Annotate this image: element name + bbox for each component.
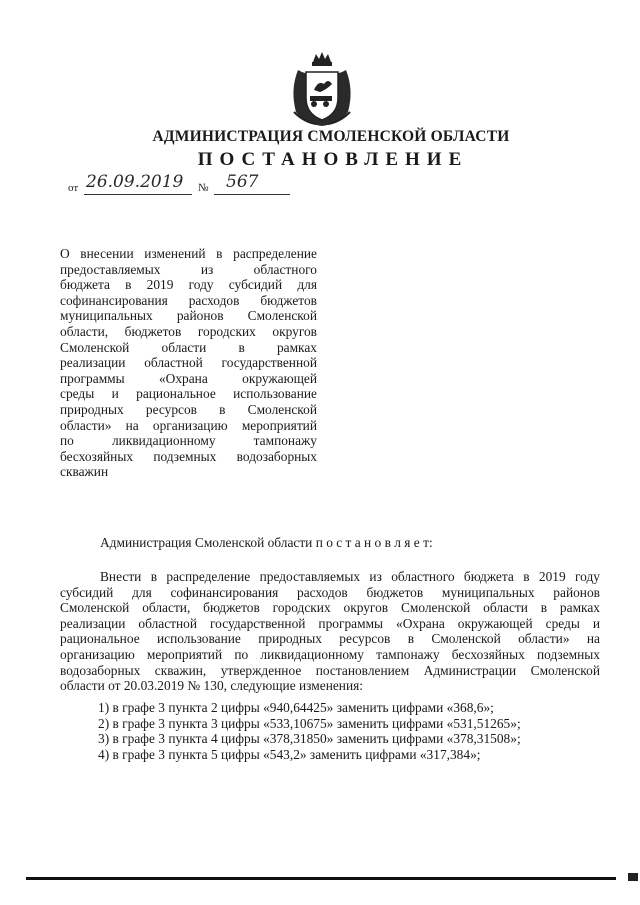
date-handwritten: 26.09.2019 bbox=[86, 172, 184, 192]
subject-line: реализации областной государственной bbox=[60, 355, 317, 371]
body-line: организацию мероприятий по ликвидационному тампонажу бесхозяйных подземных bbox=[60, 646, 600, 662]
body-line: Внести в распределение предоставляемых из областного бюджета в 2019 году bbox=[100, 569, 600, 584]
body-line: рациональное использование природных ресурсов в Смоленской области» на bbox=[60, 631, 600, 647]
list-item: 4) в графе 3 пункта 5 цифры «543,2» заменить цифрами «317,384»; bbox=[98, 746, 481, 762]
subject-line: О внесении изменений в распределение bbox=[60, 246, 317, 261]
number-handwritten: 567 bbox=[226, 172, 259, 192]
subject-line: области, бюджетов городских округов bbox=[60, 323, 317, 339]
date-underline bbox=[84, 194, 192, 195]
page-bottom-rule bbox=[26, 877, 616, 880]
coat-of-arms-icon bbox=[286, 50, 358, 128]
subject-line: бесхозяйных подземных водозаборных bbox=[60, 448, 317, 464]
organization-title: АДМИНИСТРАЦИЯ СМОЛЕНСКОЙ ОБЛАСТИ bbox=[152, 128, 510, 145]
subject-line: Смоленской области в рамках bbox=[60, 339, 317, 355]
changes-list bbox=[98, 700, 521, 762]
subject-line: программы «Охрана окружающей bbox=[60, 370, 317, 386]
document-type: ПОСТАНОВЛЕНИЕ bbox=[197, 149, 469, 170]
subject-line: по ликвидационному тампонажу bbox=[60, 433, 317, 449]
number-prefix: № bbox=[198, 182, 209, 194]
body-line: субсидий для софинансирования расходов бюджетов муниципальных районов bbox=[60, 584, 600, 600]
subject-line: предоставляемых из областного bbox=[60, 261, 317, 277]
number-underline bbox=[214, 194, 290, 195]
body-line: водозаборных скважин, утвержденное постановлением Администрации Смоленской bbox=[60, 662, 600, 678]
subject-line: скважин bbox=[60, 464, 109, 480]
subject-line: софинансирования расходов бюджетов bbox=[60, 292, 317, 308]
body-line: реализации областной государственной программы «Охрана окружающей среды и bbox=[60, 615, 600, 631]
subject-line: муниципальных районов Смоленской bbox=[60, 308, 317, 324]
body-line: области от 20.03.2019 № 130, следующие изменения: bbox=[60, 678, 364, 694]
date-prefix: от bbox=[68, 182, 79, 194]
page-edge-mark bbox=[628, 873, 638, 881]
subject-line: бюджета в 2019 году субсидий для bbox=[60, 277, 317, 293]
document-subject bbox=[60, 246, 317, 480]
list-item: 1) в графе 3 пункта 2 цифры «940,64425» заменить цифрами «368,6»; bbox=[98, 700, 494, 715]
subject-line: природных ресурсов в Смоленской bbox=[60, 401, 317, 417]
list-item: 2) в графе 3 пункта 3 цифры «533,10675» заменить цифрами «531,51265»; bbox=[98, 715, 521, 731]
resolution-intro: Администрация Смоленской области п о с т а н о в л я е т: bbox=[100, 535, 433, 550]
body-line: Смоленской области, бюджетов городских округов Смоленской области в рамках bbox=[60, 600, 600, 616]
subject-line: области» на организацию мероприятий bbox=[60, 417, 317, 433]
resolution-body bbox=[60, 569, 600, 694]
subject-line: среды и рациональное использование bbox=[60, 386, 317, 402]
list-item: 3) в графе 3 пункта 4 цифры «378,31850» заменить цифрами «378,31508»; bbox=[98, 731, 521, 747]
